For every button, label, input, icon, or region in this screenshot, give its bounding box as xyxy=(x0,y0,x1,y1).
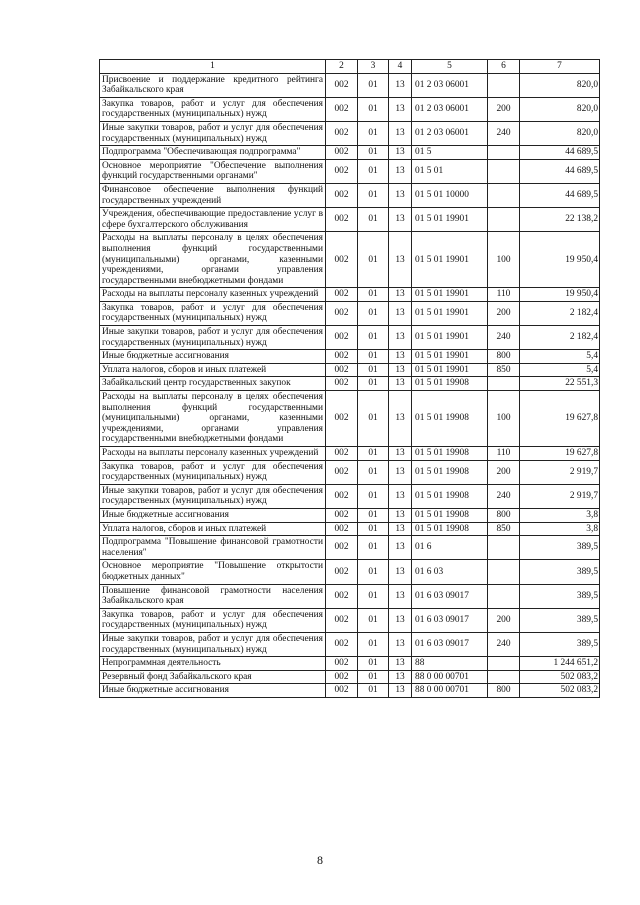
table-row xyxy=(100,391,600,447)
target-article-cell: 01 6 03 09017 xyxy=(412,632,488,656)
razdel-code-cell: 01 xyxy=(358,121,389,145)
target-article-cell: 01 5 01 19908 xyxy=(412,377,488,391)
row-name-cell: Закупка товаров, работ и услуг для обеспечения государственных (муниципальных) нужд xyxy=(100,608,326,632)
row-name-cell: Подпрограмма "Обеспечивающая подпрограмма" xyxy=(100,146,326,160)
target-article-cell: 01 2 03 06001 xyxy=(412,73,488,97)
razdel-code-cell: 01 xyxy=(358,584,389,608)
amount-cell: 19 950,4 xyxy=(520,232,600,288)
podrazdel-code-cell: 13 xyxy=(389,350,412,364)
table-row xyxy=(100,183,600,207)
header-cell: 1 xyxy=(100,60,326,74)
budget-table xyxy=(99,59,600,698)
razdel-code-cell: 01 xyxy=(358,460,389,484)
expense-type-cell xyxy=(488,208,520,232)
table-row xyxy=(100,301,600,325)
row-name-cell: Закупка товаров, работ и услуг для обеспечения государственных (муниципальных) нужд xyxy=(100,301,326,325)
expense-type-cell: 110 xyxy=(488,288,520,302)
row-name-cell: Забайкальский центр государственных закупок xyxy=(100,377,326,391)
glava-code-cell: 002 xyxy=(326,363,358,377)
expense-type-cell: 850 xyxy=(488,522,520,536)
expense-type-cell xyxy=(488,183,520,207)
glava-code-cell: 002 xyxy=(326,159,358,183)
amount-cell: 820,0 xyxy=(520,73,600,97)
table-row xyxy=(100,73,600,97)
razdel-code-cell: 01 xyxy=(358,363,389,377)
target-article-cell: 01 2 03 06001 xyxy=(412,97,488,121)
expense-type-cell xyxy=(488,670,520,684)
table-row xyxy=(100,121,600,145)
target-article-cell: 01 5 01 19908 xyxy=(412,508,488,522)
table-row xyxy=(100,288,600,302)
glava-code-cell: 002 xyxy=(326,684,358,698)
podrazdel-code-cell: 13 xyxy=(389,363,412,377)
target-article-cell: 01 5 01 19908 xyxy=(412,447,488,461)
glava-code-cell: 002 xyxy=(326,208,358,232)
razdel-code-cell: 01 xyxy=(358,73,389,97)
podrazdel-code-cell: 13 xyxy=(389,632,412,656)
amount-cell: 2 182,4 xyxy=(520,326,600,350)
expense-type-cell: 240 xyxy=(488,326,520,350)
razdel-code-cell: 01 xyxy=(358,484,389,508)
expense-type-cell: 240 xyxy=(488,632,520,656)
glava-code-cell: 002 xyxy=(326,377,358,391)
amount-cell: 389,5 xyxy=(520,560,600,584)
amount-cell: 1 244 651,2 xyxy=(520,657,600,671)
podrazdel-code-cell: 13 xyxy=(389,73,412,97)
podrazdel-code-cell: 13 xyxy=(389,484,412,508)
expense-type-cell xyxy=(488,73,520,97)
podrazdel-code-cell: 13 xyxy=(389,447,412,461)
row-name-cell: Уплата налогов, сборов и иных платежей xyxy=(100,363,326,377)
target-article-cell: 01 5 01 xyxy=(412,159,488,183)
amount-cell: 2 182,4 xyxy=(520,301,600,325)
podrazdel-code-cell: 13 xyxy=(389,460,412,484)
razdel-code-cell: 01 xyxy=(358,301,389,325)
expense-type-cell xyxy=(488,560,520,584)
amount-cell: 22 138,2 xyxy=(520,208,600,232)
target-article-cell: 01 5 01 19901 xyxy=(412,363,488,377)
expense-type-cell: 100 xyxy=(488,232,520,288)
table-row xyxy=(100,632,600,656)
amount-cell: 820,0 xyxy=(520,121,600,145)
row-name-cell: Иные закупки товаров, работ и услуг для обеспечения государственных (муниципальных) нужд xyxy=(100,326,326,350)
table-row xyxy=(100,657,600,671)
podrazdel-code-cell: 13 xyxy=(389,301,412,325)
podrazdel-code-cell: 13 xyxy=(389,121,412,145)
row-name-cell: Расходы на выплаты персоналу казенных учреждений xyxy=(100,288,326,302)
podrazdel-code-cell: 13 xyxy=(389,657,412,671)
target-article-cell: 01 5 01 19901 xyxy=(412,350,488,364)
podrazdel-code-cell: 13 xyxy=(389,183,412,207)
amount-cell: 389,5 xyxy=(520,584,600,608)
razdel-code-cell: 01 xyxy=(358,560,389,584)
razdel-code-cell: 01 xyxy=(358,377,389,391)
row-name-cell: Иные бюджетные ассигнования xyxy=(100,508,326,522)
amount-cell: 44 689,5 xyxy=(520,183,600,207)
amount-cell: 22 551,3 xyxy=(520,377,600,391)
row-name-cell: Закупка товаров, работ и услуг для обеспечения государственных (муниципальных) нужд xyxy=(100,460,326,484)
amount-cell: 389,5 xyxy=(520,608,600,632)
target-article-cell: 01 6 xyxy=(412,536,488,560)
razdel-code-cell: 01 xyxy=(358,536,389,560)
expense-type-cell: 800 xyxy=(488,350,520,364)
row-name-cell: Иные закупки товаров, работ и услуг для обеспечения государственных (муниципальных) нужд xyxy=(100,632,326,656)
expense-type-cell: 240 xyxy=(488,484,520,508)
target-article-cell: 88 0 00 00701 xyxy=(412,684,488,698)
glava-code-cell: 002 xyxy=(326,670,358,684)
target-article-cell: 01 5 01 19901 xyxy=(412,208,488,232)
podrazdel-code-cell: 13 xyxy=(389,584,412,608)
razdel-code-cell: 01 xyxy=(358,522,389,536)
podrazdel-code-cell: 13 xyxy=(389,508,412,522)
row-name-cell: Иные закупки товаров, работ и услуг для обеспечения государственных (муниципальных) нужд xyxy=(100,121,326,145)
target-article-cell: 01 6 03 xyxy=(412,560,488,584)
razdel-code-cell: 01 xyxy=(358,183,389,207)
razdel-code-cell: 01 xyxy=(358,208,389,232)
amount-cell: 502 083,2 xyxy=(520,684,600,698)
table-row xyxy=(100,232,600,288)
amount-cell: 5,4 xyxy=(520,363,600,377)
glava-code-cell: 002 xyxy=(326,508,358,522)
glava-code-cell: 002 xyxy=(326,560,358,584)
razdel-code-cell: 01 xyxy=(358,608,389,632)
podrazdel-code-cell: 13 xyxy=(389,288,412,302)
glava-code-cell: 002 xyxy=(326,608,358,632)
table-row xyxy=(100,350,600,364)
expense-type-cell xyxy=(488,159,520,183)
target-article-cell: 01 5 xyxy=(412,146,488,160)
expense-type-cell: 200 xyxy=(488,608,520,632)
glava-code-cell: 002 xyxy=(326,632,358,656)
table-row xyxy=(100,670,600,684)
podrazdel-code-cell: 13 xyxy=(389,377,412,391)
header-cell: 4 xyxy=(389,60,412,74)
amount-cell: 389,5 xyxy=(520,536,600,560)
expense-type-cell xyxy=(488,657,520,671)
table-header-row xyxy=(100,60,600,74)
expense-type-cell: 800 xyxy=(488,508,520,522)
amount-cell: 3,8 xyxy=(520,508,600,522)
table-row xyxy=(100,208,600,232)
expense-type-cell: 200 xyxy=(488,97,520,121)
header-cell: 2 xyxy=(326,60,358,74)
table-row xyxy=(100,484,600,508)
razdel-code-cell: 01 xyxy=(358,447,389,461)
target-article-cell: 01 5 01 10000 xyxy=(412,183,488,207)
target-article-cell: 01 5 01 19908 xyxy=(412,484,488,508)
row-name-cell: Расходы на выплаты персоналу в целях обеспечения выполнения функций государственными (муниципальными) органами, казенными учреждениями, органами управления государственными внебюджетными фондами xyxy=(100,391,326,447)
row-name-cell: Расходы на выплаты персоналу казенных учреждений xyxy=(100,447,326,461)
page-number: 8 xyxy=(317,853,323,867)
target-article-cell: 01 5 01 19908 xyxy=(412,522,488,536)
expense-type-cell: 200 xyxy=(488,460,520,484)
row-name-cell: Резервный фонд Забайкальского края xyxy=(100,670,326,684)
table-row xyxy=(100,447,600,461)
row-name-cell: Иные бюджетные ассигнования xyxy=(100,684,326,698)
header-cell: 5 xyxy=(412,60,488,74)
razdel-code-cell: 01 xyxy=(358,146,389,160)
table-row xyxy=(100,460,600,484)
expense-type-cell xyxy=(488,536,520,560)
podrazdel-code-cell: 13 xyxy=(389,536,412,560)
glava-code-cell: 002 xyxy=(326,183,358,207)
table-row xyxy=(100,608,600,632)
expense-type-cell xyxy=(488,377,520,391)
podrazdel-code-cell: 13 xyxy=(389,670,412,684)
razdel-code-cell: 01 xyxy=(358,97,389,121)
razdel-code-cell: 01 xyxy=(358,159,389,183)
expense-type-cell: 110 xyxy=(488,447,520,461)
row-name-cell: Непрограммная деятельность xyxy=(100,657,326,671)
glava-code-cell: 002 xyxy=(326,484,358,508)
podrazdel-code-cell: 13 xyxy=(389,97,412,121)
glava-code-cell: 002 xyxy=(326,391,358,447)
glava-code-cell: 002 xyxy=(326,584,358,608)
podrazdel-code-cell: 13 xyxy=(389,326,412,350)
glava-code-cell: 002 xyxy=(326,522,358,536)
glava-code-cell: 002 xyxy=(326,301,358,325)
amount-cell: 19 950,4 xyxy=(520,288,600,302)
razdel-code-cell: 01 xyxy=(358,508,389,522)
razdel-code-cell: 01 xyxy=(358,684,389,698)
expense-type-cell xyxy=(488,584,520,608)
header-cell: 3 xyxy=(358,60,389,74)
expense-type-cell: 100 xyxy=(488,391,520,447)
table-row xyxy=(100,508,600,522)
amount-cell: 44 689,5 xyxy=(520,159,600,183)
target-article-cell: 88 0 00 00701 xyxy=(412,670,488,684)
row-name-cell: Основное мероприятие "Обеспечение выполнения функций государственными органами" xyxy=(100,159,326,183)
table-row xyxy=(100,146,600,160)
target-article-cell: 01 5 01 19908 xyxy=(412,460,488,484)
glava-code-cell: 002 xyxy=(326,657,358,671)
razdel-code-cell: 01 xyxy=(358,657,389,671)
glava-code-cell: 002 xyxy=(326,288,358,302)
header-cell: 7 xyxy=(520,60,600,74)
table-row xyxy=(100,326,600,350)
glava-code-cell: 002 xyxy=(326,350,358,364)
podrazdel-code-cell: 13 xyxy=(389,146,412,160)
expense-type-cell: 800 xyxy=(488,684,520,698)
podrazdel-code-cell: 13 xyxy=(389,159,412,183)
glava-code-cell: 002 xyxy=(326,326,358,350)
glava-code-cell: 002 xyxy=(326,146,358,160)
target-article-cell: 01 2 03 06001 xyxy=(412,121,488,145)
target-article-cell: 01 6 03 09017 xyxy=(412,608,488,632)
table-body xyxy=(100,73,600,697)
podrazdel-code-cell: 13 xyxy=(389,560,412,584)
amount-cell: 389,5 xyxy=(520,632,600,656)
table-row xyxy=(100,377,600,391)
expense-type-cell xyxy=(488,146,520,160)
table-row xyxy=(100,159,600,183)
row-name-cell: Финансовое обеспечение выполнения функций государственных учреждений xyxy=(100,183,326,207)
podrazdel-code-cell: 13 xyxy=(389,608,412,632)
expense-type-cell: 850 xyxy=(488,363,520,377)
table-row xyxy=(100,536,600,560)
amount-cell: 5,4 xyxy=(520,350,600,364)
amount-cell: 502 083,2 xyxy=(520,670,600,684)
target-article-cell: 88 xyxy=(412,657,488,671)
table-row xyxy=(100,560,600,584)
glava-code-cell: 002 xyxy=(326,97,358,121)
row-name-cell: Иные бюджетные ассигнования xyxy=(100,350,326,364)
target-article-cell: 01 5 01 19901 xyxy=(412,301,488,325)
table-row xyxy=(100,684,600,698)
podrazdel-code-cell: 13 xyxy=(389,208,412,232)
table-row xyxy=(100,522,600,536)
row-name-cell: Закупка товаров, работ и услуг для обеспечения государственных (муниципальных) нужд xyxy=(100,97,326,121)
glava-code-cell: 002 xyxy=(326,536,358,560)
podrazdel-code-cell: 13 xyxy=(389,522,412,536)
glava-code-cell: 002 xyxy=(326,73,358,97)
razdel-code-cell: 01 xyxy=(358,350,389,364)
expense-type-cell: 200 xyxy=(488,301,520,325)
razdel-code-cell: 01 xyxy=(358,670,389,684)
target-article-cell: 01 5 01 19901 xyxy=(412,326,488,350)
row-name-cell: Присвоение и поддержание кредитного рейтинга Забайкальского края xyxy=(100,73,326,97)
razdel-code-cell: 01 xyxy=(358,632,389,656)
header-cell: 6 xyxy=(488,60,520,74)
row-name-cell: Расходы на выплаты персоналу в целях обеспечения выполнения функций государственными (муниципальными) органами, казенными учреждениями, органами управления государственными внебюджетными фондами xyxy=(100,232,326,288)
glava-code-cell: 002 xyxy=(326,121,358,145)
amount-cell: 3,8 xyxy=(520,522,600,536)
razdel-code-cell: 01 xyxy=(358,232,389,288)
row-name-cell: Повышение финансовой грамотности населения Забайкальского края xyxy=(100,584,326,608)
razdel-code-cell: 01 xyxy=(358,326,389,350)
row-name-cell: Иные закупки товаров, работ и услуг для обеспечения государственных (муниципальных) нужд xyxy=(100,484,326,508)
row-name-cell: Учреждения, обеспечивающие предоставление услуг в сфере бухгалтерского обслуживания xyxy=(100,208,326,232)
glava-code-cell: 002 xyxy=(326,460,358,484)
table-row xyxy=(100,363,600,377)
target-article-cell: 01 5 01 19901 xyxy=(412,232,488,288)
glava-code-cell: 002 xyxy=(326,232,358,288)
podrazdel-code-cell: 13 xyxy=(389,232,412,288)
razdel-code-cell: 01 xyxy=(358,288,389,302)
glava-code-cell: 002 xyxy=(326,447,358,461)
podrazdel-code-cell: 13 xyxy=(389,391,412,447)
row-name-cell: Уплата налогов, сборов и иных платежей xyxy=(100,522,326,536)
expense-type-cell: 240 xyxy=(488,121,520,145)
razdel-code-cell: 01 xyxy=(358,391,389,447)
amount-cell: 19 627,8 xyxy=(520,391,600,447)
table-row xyxy=(100,97,600,121)
target-article-cell: 01 5 01 19901 xyxy=(412,288,488,302)
amount-cell: 2 919,7 xyxy=(520,460,600,484)
amount-cell: 820,0 xyxy=(520,97,600,121)
table-row xyxy=(100,584,600,608)
row-name-cell: Подпрограмма "Повышение финансовой грамотности населения" xyxy=(100,536,326,560)
podrazdel-code-cell: 13 xyxy=(389,684,412,698)
amount-cell: 2 919,7 xyxy=(520,484,600,508)
target-article-cell: 01 5 01 19908 xyxy=(412,391,488,447)
target-article-cell: 01 6 03 09017 xyxy=(412,584,488,608)
amount-cell: 19 627,8 xyxy=(520,447,600,461)
row-name-cell: Основное мероприятие "Повышение открытости бюджетных данных" xyxy=(100,560,326,584)
amount-cell: 44 689,5 xyxy=(520,146,600,160)
